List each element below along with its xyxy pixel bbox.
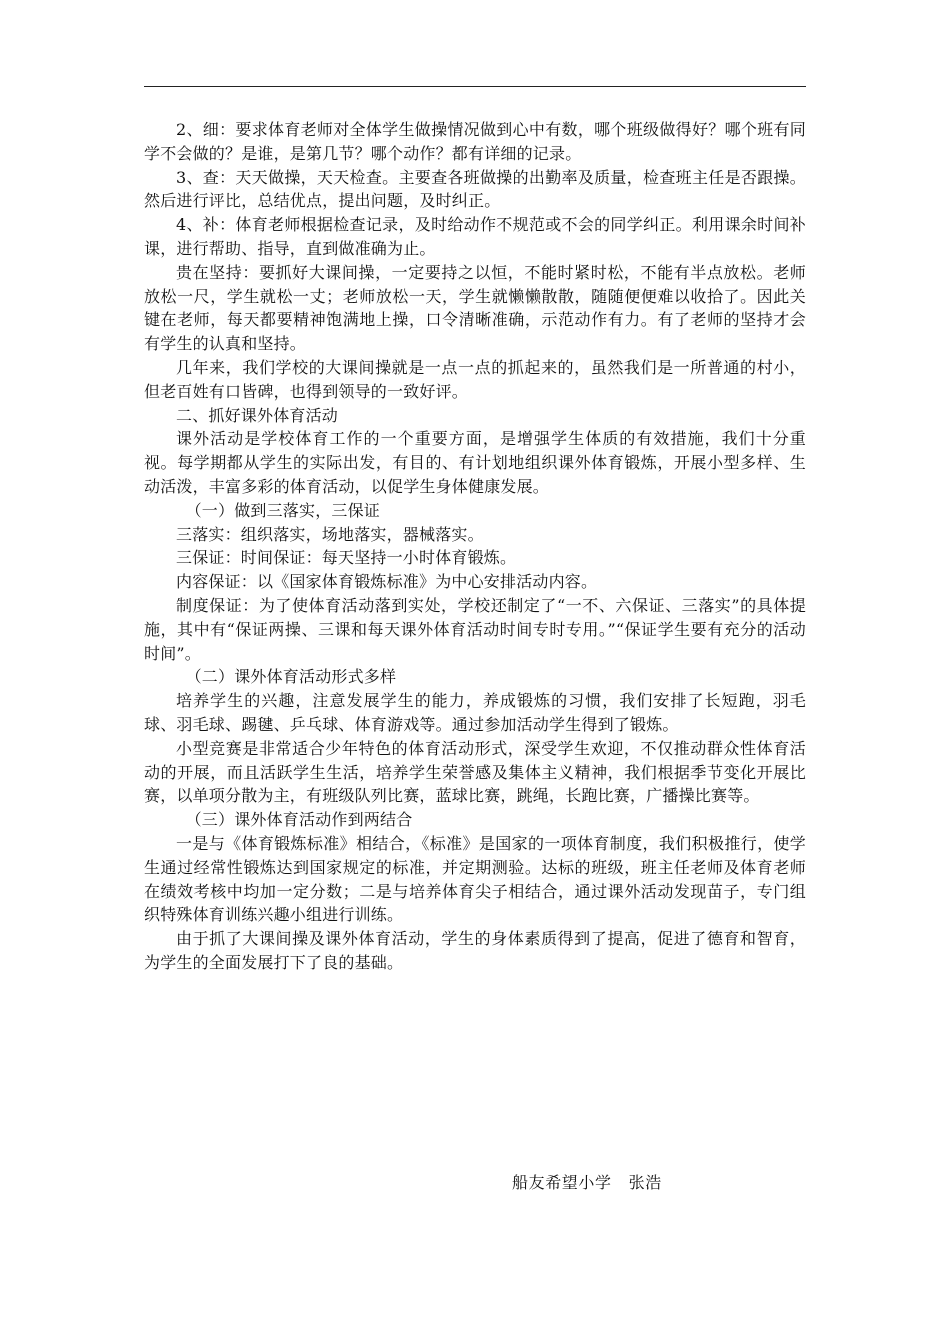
paragraph: 小型竞赛是非常适合少年特色的体育活动形式，深受学生欢迎，不仅推动群众性体育活动的开展，而且活跃学生生活，培养学生荣誉感及集体主义精神，我们根据季节变化开展比赛，以单项分散为主，有班级队列比赛，蓝球比赛，跳绳，长跑比赛，广播操比赛等。 <box>144 738 806 806</box>
paragraph: 2、细：要求体育老师对全体学生做操情况做到心中有数，哪个班级做得好？哪个班有同学不会做的？是谁，是第几节？哪个动作？都有详细的记录。 <box>144 120 806 163</box>
paragraph: 一是与《体育锻炼标准》相结合，《标准》是国家的一项体育制度，我们积极推行，使学生通过经常性锻炼达到国家规定的标准，并定期测验。达标的班级，班主任老师及体育老师在绩效考核中均加一定分数；二是与培养体育尖子相结合，通过课外活动发现苗子，专门组织特殊体育训练兴趣小组进行训练。 <box>144 833 806 925</box>
paragraph: 贵在坚持：要抓好大课间操，一定要持之以恒，不能时紧时松，不能有半点放松。老师放松一尺，学生就松一丈；老师放松一天，学生就懒懒散散，随随便便难以收拾了。因此关键在老师，每天都要精神饱满地上操，口令清晰准确，示范动作有力。有了老师的坚持才会有学生的认真和坚持。 <box>144 262 806 354</box>
subsection-heading: （二）课外体育活动形式多样 <box>185 667 397 687</box>
paragraph: 三落实：组织落实，场地落实，器械落实。 <box>176 524 484 544</box>
signature: 船友希望小学 张浩 <box>512 1173 662 1192</box>
section-heading: 二、抓好课外体育活动 <box>176 405 339 425</box>
document-body <box>144 118 806 975</box>
paragraph: 制度保证：为了使体育活动落到实处，学校还制定了“一不、六保证、三落实”的具体提施，其中有“保证两操、三课和每天课外体育活动时间专时专用。”“保证学生要有充分的活动时间”。 <box>144 595 806 663</box>
header-rule <box>144 86 806 87</box>
paragraph: 三保证：时间保证：每天坚持一小时体育锻炼。 <box>176 548 517 568</box>
subsection-heading: （一）做到三落实，三保证 <box>185 500 380 520</box>
paragraph: 4、补：体育老师根据检查记录，及时给动作不规范或不会的同学纠正。利用课余时间补课，进行帮助、指导，直到做准确为止。 <box>144 215 806 258</box>
paragraph: 几年来，我们学校的大课间操就是一点一点的抓起来的，虽然我们是一所普通的村小，但老百姓有口皆碑，也得到领导的一致好评。 <box>144 357 806 401</box>
subsection-heading: （三）课外体育活动作到两结合 <box>185 810 413 830</box>
paragraph: 由于抓了大课间操及课外体育活动，学生的身体素质得到了提高，促进了德育和智育，为学生的全面发展打下了良的基础。 <box>144 929 806 972</box>
paragraph: 3、查：天天做操，天天检查。主要查各班做操的出勤率及质量，检查班主任是否跟操。然后进行评比，总结优点，提出问题，及时纠正。 <box>144 167 806 211</box>
paragraph: 内容保证：以《国家体育锻炼标准》为中心安排活动内容。 <box>176 572 598 592</box>
paragraph: 培养学生的兴趣，注意发展学生的能力，养成锻炼的习惯，我们安排了长短跑，羽毛球、羽毛球、踢毽、乒乓球、体育游戏等。通过参加活动学生得到了锻炼。 <box>144 691 806 734</box>
paragraph: 课外活动是学校体育工作的一个重要方面，是增强学生体质的有效措施，我们十分重视。每学期都从学生的实际出发，有目的、有计划地组织课外体育锻炼，开展小型多样、生动活泼，丰富多彩的体育活动，以促学生身体健康发展。 <box>144 429 806 496</box>
